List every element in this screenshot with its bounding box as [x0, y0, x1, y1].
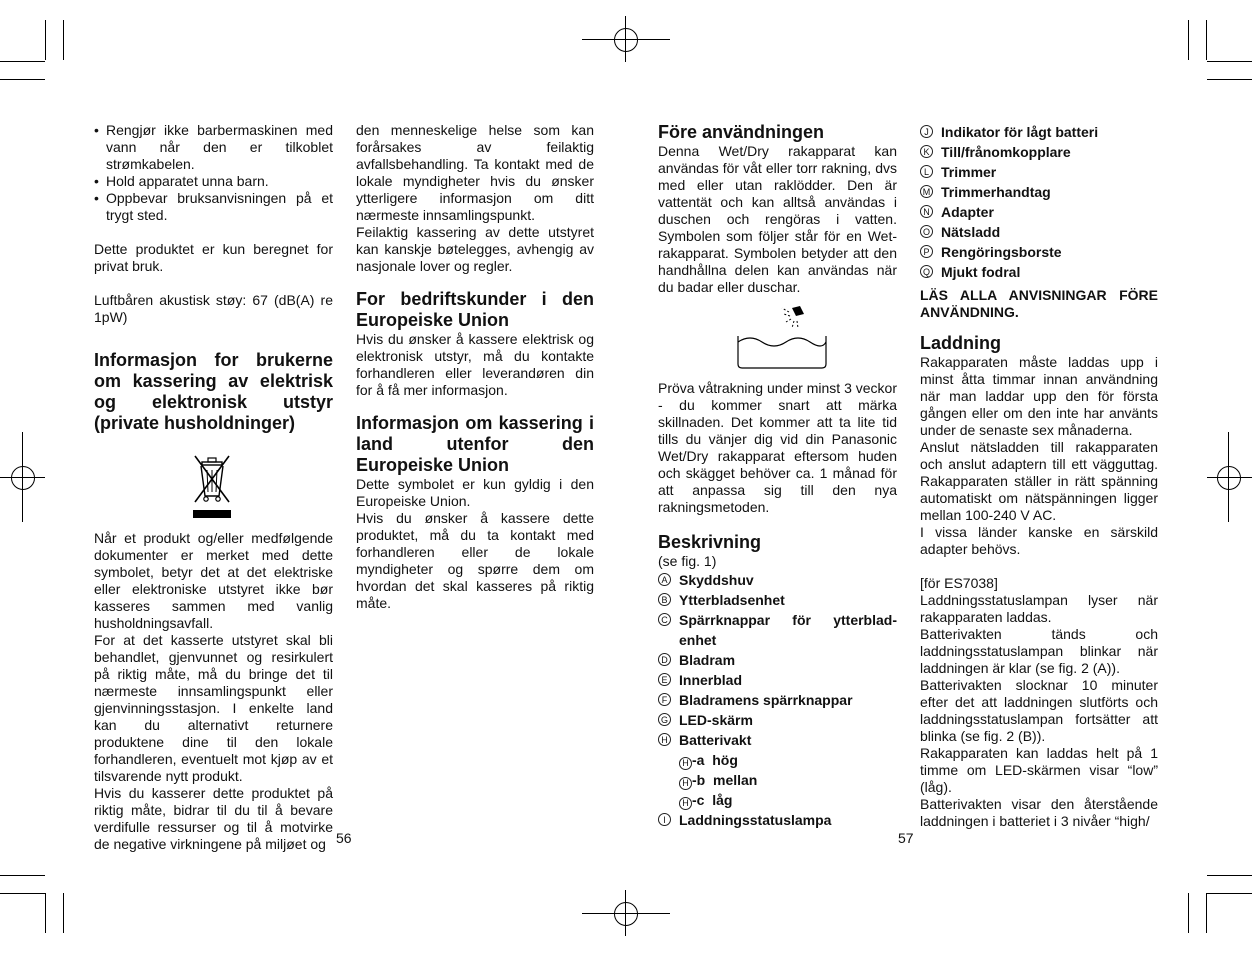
disposal-paragraph: Feilaktig kassering av dette utstyret kan kanskje bøtelegges, avhengig av nasjonale lover og regler.: [356, 224, 594, 274]
list-item: L Trimmer: [920, 162, 1158, 182]
charging-paragraph: Laddningsstatuslampan lyser när rakapparaten laddas.: [920, 592, 1158, 625]
crop-mark-icon: [63, 893, 64, 933]
read-all-instructions: LÄS ALLA ANVISNINGAR FÖRE ANVÄNDNING.: [920, 287, 1158, 320]
list-item: P Rengöringsborste: [920, 242, 1158, 262]
charging-paragraph: Batterivakten tänds och laddningsstatuslampan blinkar när laddningen är klar (se fig. 2 (A)).: [920, 626, 1158, 676]
shower-water-icon: [734, 304, 830, 372]
noise-text: Luftbåren akustisk støy: 67 (dB(A) re 1pW): [94, 292, 333, 325]
weee-crossed-bin-icon: [190, 452, 236, 520]
list-item: H -b mellan: [658, 770, 897, 790]
description-heading: Beskrivning: [658, 532, 762, 552]
list-item: J Indikator för lågt batteri: [920, 122, 1158, 142]
before-use-text: Denna Wet/Dry rakapparat kan användas för våt eller torr rakning, dvs med eller utan raklödder. Den är vattentät och kan alltså användas i duschen och rengöras i vatten. Symbolen som följer står för en Wet-rakapparat. Symbolen betyder att den handhållna delen kan användas när du badar eller duschar.: [658, 143, 897, 295]
model-note: [för ES7038]: [920, 575, 998, 591]
crop-mark-icon: [1188, 893, 1189, 933]
charging-paragraph: Rakapparaten kan laddas helt på 1 timme om LED-skärmen visar “low” (låg).: [920, 745, 1158, 795]
list-item: M Trimmerhandtag: [920, 182, 1158, 202]
right-page-column-1: [658, 122, 897, 830]
letter-f-badge: F: [658, 693, 671, 706]
crop-mark-icon: [1207, 61, 1252, 62]
crop-mark-icon: [1207, 79, 1252, 80]
list-item: B Ytterbladsenhet: [658, 590, 897, 610]
letter-b-badge: B: [658, 593, 671, 606]
list-item: C Spärrknappar för ytterblad-enhet: [658, 610, 897, 650]
list-item: F Bladramens spärrknappar: [658, 690, 897, 710]
letter-h-badge: H: [658, 733, 671, 746]
list-item: H Batterivakt: [658, 730, 897, 750]
letter-a-badge: A: [658, 573, 671, 586]
disposal-paragraph: For at det kasserte utstyret skal bli behandlet, gjenvunnet og resirkulert på riktig måte, må du bringe det til nærmeste innsamlingspunkt eller gjenvinningsstasjon. I enkelte land kan du alternativt returnere produktene dine til den lokale forhandleren, eventuelt mot kjøp av et tilsvarende nytt produkt.: [94, 632, 333, 784]
crop-mark-icon: [0, 875, 45, 876]
list-item: • Rengjør ikke barbermaskinen med vann når den er tilkoblet strømkabelen.: [94, 122, 333, 173]
crop-mark-icon: [45, 893, 46, 933]
trial-text: Pröva våtrakning under minst 3 veckor - du kommer snart att märka skillnaden. Det kommer att ta lite tid tills du vänjer dig vid din Panasonic Wet/Dry rakapparat eftersom huden och skägget behöver ca. 1 månad för att anpassa sig till den nya rakningsmetoden.: [658, 380, 897, 515]
list-item: I Laddningsstatuslampa: [658, 810, 897, 830]
parts-list: [658, 570, 897, 830]
business-text: Hvis du ønsker å kassere elektrisk og elektronisk utstyr, må du kontakte forhandleren eller leverandøren din for å få mer informasjon.: [356, 331, 594, 398]
letter-i-badge: I: [658, 813, 671, 826]
left-page-column-1: [94, 122, 333, 853]
crop-mark-icon: [0, 61, 45, 62]
crop-mark-icon: [45, 20, 46, 60]
list-item: • Oppbevar bruksanvisningen på et trygt sted.: [94, 190, 333, 224]
page-number: 56: [336, 830, 352, 846]
disposal-paragraph: Hvis du kasserer dette produktet på riktig måte, bidrar til du til å bevare verdifulle ressurser og til å motvirke de negative virkningene på miljøet og: [94, 785, 333, 852]
outside-eu-heading: Informasjon om kassering i land utenfor den Europeiske Union: [356, 413, 594, 475]
private-use-text: Dette produktet er kun beregnet for privat bruk.: [94, 241, 333, 274]
letter-g-badge: G: [658, 713, 671, 726]
crop-mark-icon: [63, 20, 64, 60]
safety-bullet-list: [94, 122, 333, 224]
letter-e-badge: E: [658, 673, 671, 686]
list-item: Q Mjukt fodral: [920, 262, 1158, 282]
disposal-paragraph: Når et produkt og/eller medfølgende dokumenter er merket med dette symbolet, betyr det at det elektriske eller elektroniske utstyret ikke bør kasseres sammen med vanlig husholdningsavfall.: [94, 530, 333, 631]
list-item: K Till/frånomkopplare: [920, 142, 1158, 162]
before-use-heading: Före användningen: [658, 122, 825, 142]
list-item: E Innerblad: [658, 670, 897, 690]
disposal-heading: Informasjon for brukerne om kassering av elektrisk og elektronisk utstyr (private husholdninger): [94, 350, 333, 433]
list-item: O Nätsladd: [920, 222, 1158, 242]
crop-mark-icon: [1207, 893, 1252, 894]
page-number: 57: [898, 830, 914, 846]
charging-paragraph: Batterivakten visar den återstående laddningen i batteriet i 3 nivåer “high/: [920, 796, 1158, 829]
description-ref: (se fig. 1): [658, 553, 717, 569]
left-page-column-2: [356, 122, 594, 612]
outside-eu-text: Hvis du ønsker å kassere dette produktet, må du ta kontakt med forhandleren eller de lokale myndigheter og spørre dem om hvordan det skal kasseres på riktig måte.: [356, 510, 594, 611]
right-page-column-2: [920, 122, 1158, 830]
list-item: A Skyddshuv: [658, 570, 897, 590]
letter-d-badge: D: [658, 653, 671, 666]
crop-mark-icon: [1206, 20, 1207, 60]
list-item: • Hold apparatet unna barn.: [94, 173, 333, 190]
parts-list-continued: [920, 122, 1158, 282]
charging-paragraph: I vissa länder kanske en särskild adapter behövs.: [920, 524, 1158, 557]
crop-mark-icon: [0, 79, 45, 80]
crop-mark-icon: [0, 893, 45, 894]
list-item: H -c låg: [658, 790, 897, 810]
charging-heading: Laddning: [920, 333, 1001, 353]
letter-c-badge: C: [658, 613, 671, 626]
list-item: D Bladram: [658, 650, 897, 670]
charging-paragraph: Batterivakten slocknar 10 minuter efter det att laddningen slutförts och laddningsstatuslampan fortsätter att blinka (se fig. 2 (B)).: [920, 677, 1158, 744]
crop-mark-icon: [1188, 20, 1189, 60]
disposal-paragraph: den menneskelige helse som kan forårsakes av feilaktig avfallsbehandling. Ta kontakt med de lokale myndigheter hvis du ønsker ytterligere informasjon om ditt nærmeste innsamlingspunkt.: [356, 122, 594, 223]
business-heading: For bedriftskunder i den Europeiske Union: [356, 289, 594, 330]
list-item: N Adapter: [920, 202, 1158, 222]
charging-paragraph: Anslut nätsladden till rakapparaten och anslut adaptern till ett vägguttag. Rakapparaten ställer in rätt spänning automatiskt om nätspänningen ligger mellan 100-240 V AC.: [920, 439, 1158, 523]
charging-paragraph: Rakapparaten måste laddas upp i minst åtta timmar innan användning när man laddar upp den för första gången eller om den inte har använts under de senaste sex månaderna.: [920, 354, 1158, 438]
list-item: G LED-skärm: [658, 710, 897, 730]
crop-mark-icon: [1207, 875, 1252, 876]
outside-eu-text: Dette symbolet er kun gyldig i den Europeiske Union.: [356, 476, 594, 509]
list-item: H -a hög: [658, 750, 897, 770]
crop-mark-icon: [1206, 893, 1207, 933]
